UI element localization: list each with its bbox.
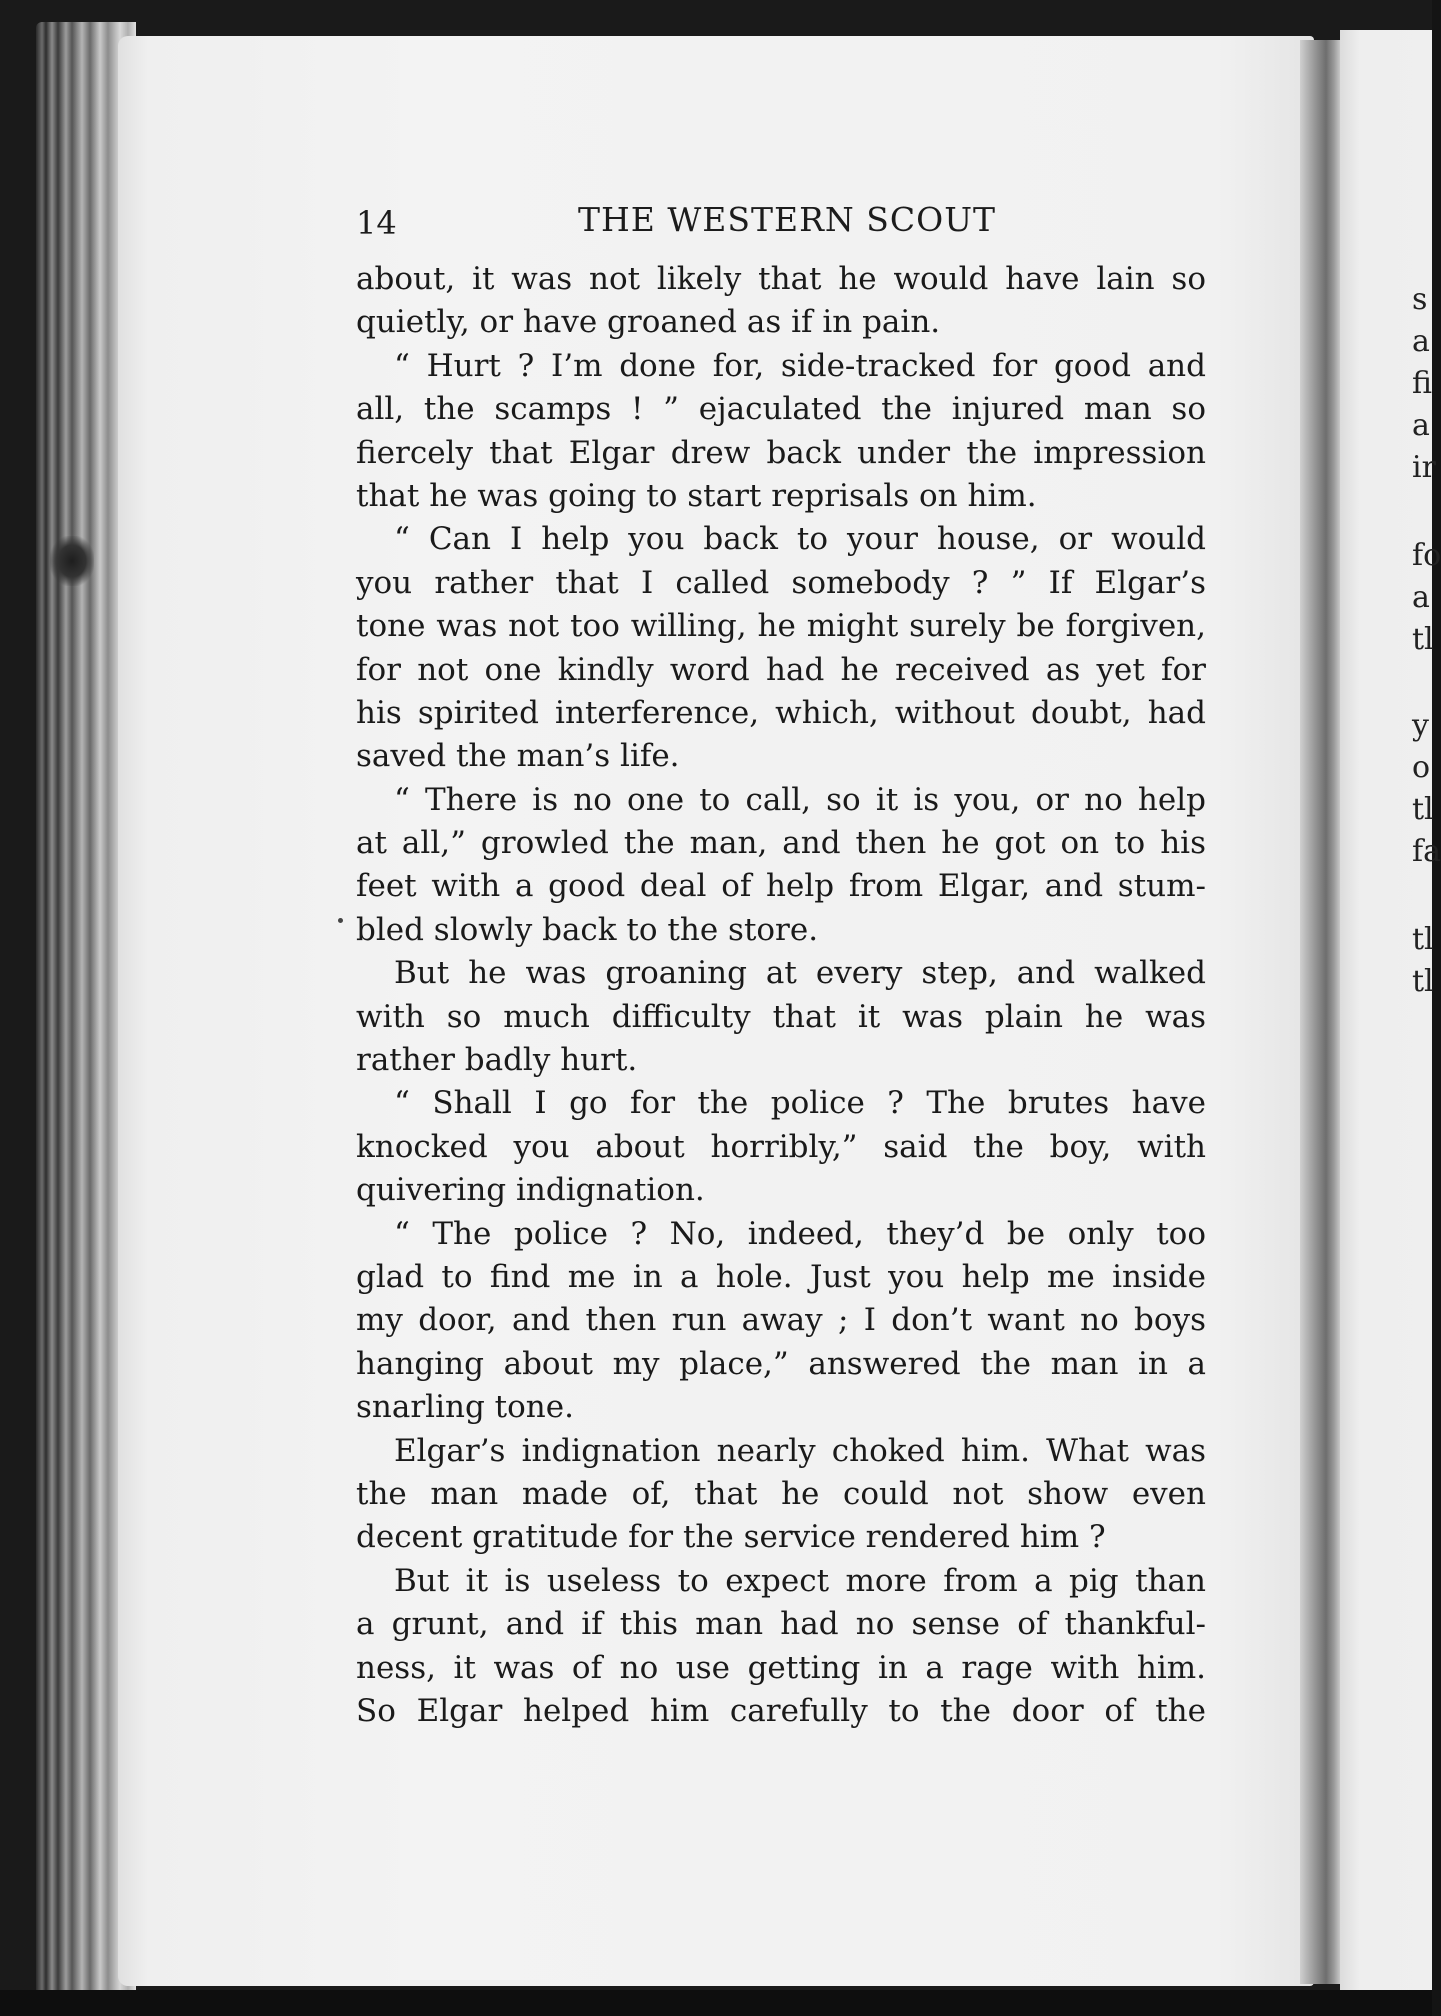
facing-page-fragment: s: [1412, 282, 1428, 317]
text-line: with so much difficulty that it was plain he was: [356, 998, 1206, 1035]
text-line: “ There is no one to call, so it is you, or no help: [394, 781, 1206, 818]
facing-page-fragment: fo: [1412, 538, 1441, 573]
text-line: at all,” growled the man, and then he got on to his: [356, 825, 1206, 862]
text-line: Elgar’s indignation nearly choked him. What was: [394, 1432, 1206, 1469]
text-line: fiercely that Elgar drew back under the impression: [356, 434, 1206, 471]
text-line: all, the scamps ! ” ejaculated the injured man so: [356, 391, 1206, 428]
facing-page-fragment: o: [1412, 750, 1431, 785]
facing-page-fragment: a: [1412, 408, 1430, 443]
text-line: his spirited interference, which, without doubt, had: [356, 694, 1206, 731]
edge-smudge: [50, 536, 94, 586]
text-line: But it is useless to expect more from a pig than: [394, 1562, 1206, 1599]
facing-page-fragment: a: [1412, 324, 1430, 359]
text-line: So Elgar helped him carefully to the door of the: [356, 1692, 1206, 1729]
text-line: snarling tone.: [356, 1389, 574, 1426]
scan-bottom-border: [0, 1990, 1432, 2016]
text-line: glad to find me in a hole. Just you help me inside: [356, 1258, 1206, 1295]
text-line: saved the man’s life.: [356, 738, 680, 775]
text-line: But he was groaning at every step, and walked: [394, 955, 1206, 992]
text-line: quivering indignation.: [356, 1172, 705, 1209]
text-line: that he was going to start reprisals on him.: [356, 477, 1037, 514]
text-line: rather badly hurt.: [356, 1042, 638, 1079]
page-number: 14: [356, 204, 397, 242]
text-line: quietly, or have groaned as if in pain.: [356, 304, 941, 341]
text-line: for not one kindly word had he received as yet for: [356, 651, 1206, 688]
running-title: THE WESTERN SCOUT: [578, 200, 997, 239]
running-head: [356, 200, 1206, 250]
facing-page-fragment: y: [1412, 708, 1429, 743]
facing-page-fragment: tl: [1412, 964, 1434, 999]
book-gutter: [1300, 40, 1340, 1984]
text-line: decent gratitude for the service rendered him ?: [356, 1519, 1106, 1556]
facing-page-fragment: tl: [1412, 792, 1434, 827]
text-line: my door, and then run away ; I don’t want no boys: [356, 1302, 1206, 1339]
text-line: tone was not too willing, he might surely be forgiven,: [356, 608, 1206, 645]
text-line: you rather that I called somebody ? ” If Elgar’s: [356, 564, 1206, 601]
facing-page-fragment: tl: [1412, 622, 1434, 657]
facing-page-fragment: ir: [1412, 450, 1436, 485]
body-text: [356, 258, 1206, 1733]
text-line: ness, it was of no use getting in a rage with him.: [356, 1649, 1206, 1686]
print-speck: [338, 918, 343, 923]
facing-page-fragment: fa: [1412, 834, 1441, 869]
text-line: about, it was not likely that he would have lain so: [356, 261, 1206, 297]
facing-page-fragment: fi: [1412, 366, 1433, 401]
text-line: the man made of, that he could not show even: [356, 1475, 1206, 1512]
facing-page-fragment: tl: [1412, 922, 1434, 957]
text-line: “ The police ? No, indeed, they’d be only too: [394, 1215, 1206, 1252]
text-line: “ Can I help you back to your house, or would: [394, 521, 1206, 558]
text-line: feet with a good deal of help from Elgar, and stum-: [356, 868, 1206, 905]
facing-page-fragment: a: [1412, 580, 1430, 615]
text-line: hanging about my place,” answered the man in a: [356, 1345, 1206, 1382]
text-line: bled slowly back to the store.: [356, 911, 819, 948]
text-line: a grunt, and if this man had no sense of thankful-: [356, 1606, 1206, 1643]
text-line: knocked you about horribly,” said the boy, with: [356, 1128, 1206, 1165]
text-line: “ Shall I go for the police ? The brutes have: [394, 1085, 1206, 1122]
text-line: “ Hurt ? I’m done for, side-tracked for good and: [394, 347, 1206, 384]
